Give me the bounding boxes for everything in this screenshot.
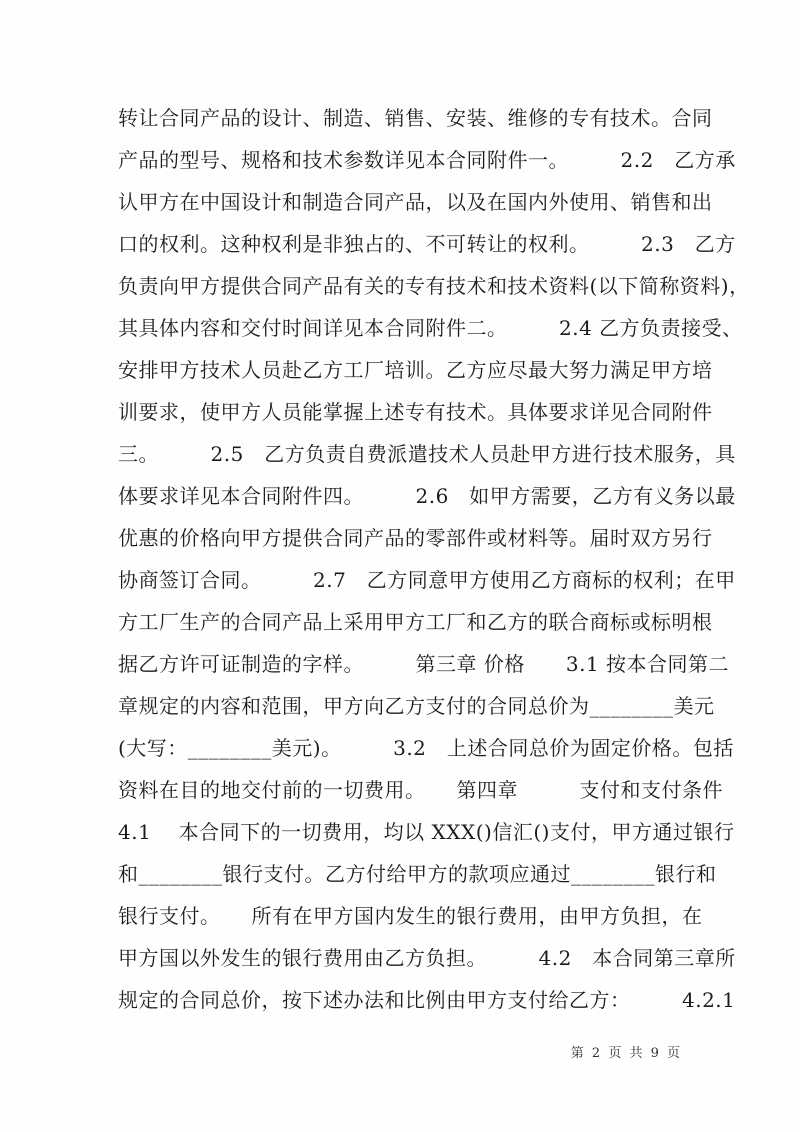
contract-line: 优惠的价格向甲方提供合同产品的零部件或材料等。届时双方另行 <box>118 526 713 550</box>
contract-line: 训要求，使甲方人员能掌握上述专有技术。具体要求详见合同附件 <box>118 400 713 424</box>
page-number-footer: 第 2 页 共 9 页 <box>570 1046 682 1061</box>
contract-line: (大写：________美元)。 3.2 上述合同总价为固定价格。包括 <box>118 736 734 760</box>
contract-line: 安排甲方技术人员赴乙方工厂培训。乙方应尽最大努力满足甲方培 <box>118 358 713 382</box>
contract-line: 口的权利。这种权利是非独占的、不可转让的权利。 2.3 乙方 <box>118 232 736 256</box>
contract-line: 和________银行支付。乙方付给甲方的款项应通过________银行和 <box>118 862 717 886</box>
contract-line: 4.1 本合同下的一切费用，均以 XXX()信汇()支付，甲方通过银行 <box>118 820 735 844</box>
contract-line: 方工厂生产的合同产品上采用甲方工厂和乙方的联合商标或标明根 <box>118 610 713 634</box>
contract-text-block <box>118 97 750 1021</box>
contract-line: 规定的合同总价，按下述办法和比例由甲方支付给乙方： 4.2.1 <box>118 988 736 1012</box>
contract-line: 三。 2.5 乙方负责自费派遣技术人员赴甲方进行技术服务，具 <box>118 442 736 466</box>
contract-line: 体要求详见本合同附件四。 2.6 如甲方需要，乙方有义务以最 <box>118 484 736 508</box>
contract-line: 协商签订合同。 2.7 乙方同意甲方使用乙方商标的权利；在甲 <box>118 568 736 592</box>
contract-line: 其具体内容和交付时间详见本合同附件二。 2.4 乙方负责接受、 <box>118 316 743 340</box>
contract-line: 章规定的内容和范围，甲方向乙方支付的合同总价为________美元 <box>118 694 715 718</box>
contract-line: 银行支付。 所有在甲方国内发生的银行费用，由甲方负担，在 <box>118 904 703 928</box>
contract-line: 负责向甲方提供合同产品有关的专有技术和技术资料(以下简称资料)， <box>118 274 750 298</box>
contract-line: 据乙方许可证制造的字样。 第三章 价格 3.1 按本合同第二 <box>118 652 730 676</box>
contract-line: 甲方国以外发生的银行费用由乙方负担。 4.2 本合同第三章所 <box>118 946 736 970</box>
contract-line: 资料在目的地交付前的一切费用。 第四章 支付和支付条件 <box>118 778 723 802</box>
contract-line: 转让合同产品的设计、制造、销售、安装、维修的专有技术。合同 <box>118 106 713 130</box>
contract-line: 认甲方在中国设计和制造合同产品，以及在国内外使用、销售和出 <box>118 190 713 214</box>
contract-line: 产品的型号、规格和技术参数详见本合同附件一。 2.2 乙方承 <box>118 148 736 172</box>
